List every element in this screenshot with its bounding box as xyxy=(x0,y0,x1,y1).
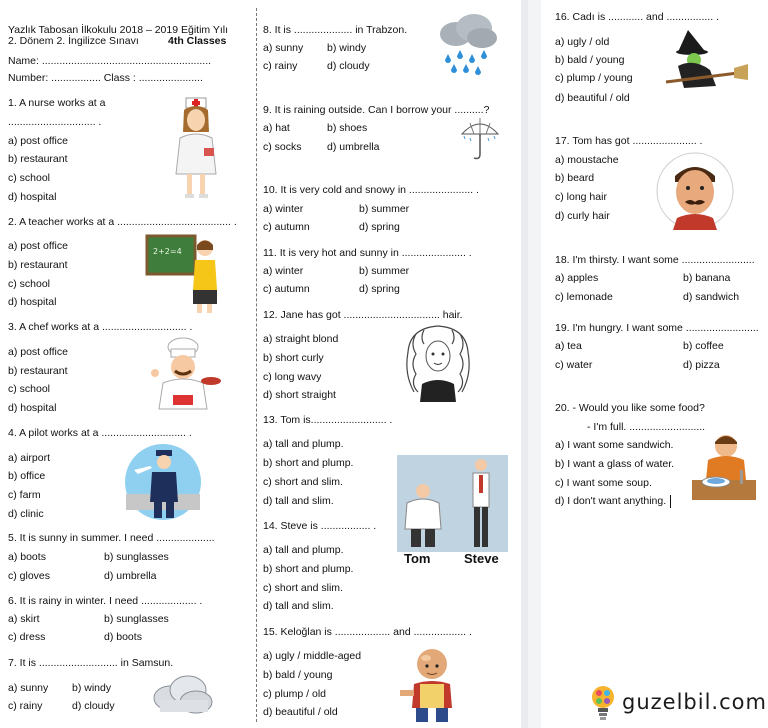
question-12-option-b[interactable]: b) short curly xyxy=(263,352,324,364)
question-11-stem: 11. It is very hot and sunny in ...................... . xyxy=(263,247,472,259)
question-14-option-d[interactable]: d) tall and slim. xyxy=(263,600,334,612)
rain-cloud-icon xyxy=(436,12,500,76)
question-5-option-c[interactable]: c) gloves xyxy=(8,570,51,582)
question-4-stem: 4. A pilot works at a ............................. . xyxy=(8,427,192,439)
eating-boy-icon xyxy=(686,430,760,504)
pilot-icon xyxy=(120,442,206,522)
question-10-option-d[interactable]: d) spring xyxy=(359,221,400,233)
keloglan-icon xyxy=(398,646,468,724)
question-8-option-d[interactable]: d) cloudy xyxy=(327,60,370,72)
question-14-option-a[interactable]: a) tall and plump. xyxy=(263,544,344,556)
question-10-option-a[interactable]: a) winter xyxy=(263,203,304,215)
question-16-option-c[interactable]: c) plump / young xyxy=(555,72,633,84)
witch-icon xyxy=(664,28,748,100)
number-line: Number: ................. Class : ...................... xyxy=(8,72,203,84)
question-4-option-d[interactable]: d) clinic xyxy=(8,508,44,520)
question-16-option-d[interactable]: d) beautiful / old xyxy=(555,92,630,104)
question-3-option-a[interactable]: a) post office xyxy=(8,346,68,358)
question-2-stem: 2. A teacher works at a ....................................... . xyxy=(8,216,237,228)
umbrella-icon xyxy=(460,114,500,162)
curly-hair-girl-icon xyxy=(398,322,478,402)
question-7-option-a[interactable]: a) sunny xyxy=(8,682,49,694)
tom-steve-figure xyxy=(397,455,508,552)
question-17-option-c[interactable]: c) long hair xyxy=(555,191,607,203)
question-3-option-b[interactable]: b) restaurant xyxy=(8,365,68,377)
question-1-option-c[interactable]: c) school xyxy=(8,172,51,184)
question-11-option-d[interactable]: d) spring xyxy=(359,283,400,295)
question-17-stem: 17. Tom has got ...................... . xyxy=(555,135,703,147)
question-6-stem: 6. It is rainy in winter. I need ................... . xyxy=(8,595,203,607)
question-10-stem: 10. It is very cold and snowy in ...................... . xyxy=(263,184,479,196)
question-8-option-b[interactable]: b) windy xyxy=(327,42,367,54)
teacher-icon xyxy=(145,232,221,314)
question-5-option-a[interactable]: a) boots xyxy=(8,551,46,563)
question-15-stem: 15. Keloğlan is ................... and .................. . xyxy=(263,626,472,638)
question-12-option-c[interactable]: c) long wavy xyxy=(263,371,322,383)
page-gutter-right xyxy=(528,0,541,728)
question-7-option-c[interactable]: c) rainy xyxy=(8,700,43,712)
name-line: Name: .......................................................... xyxy=(8,55,212,67)
question-5-option-b[interactable]: b) sunglasses xyxy=(104,551,169,563)
steve-figure-icon xyxy=(465,457,497,549)
question-20-stem: 20. - Would you like some food? xyxy=(555,402,705,414)
tom-figure-icon xyxy=(403,483,443,549)
question-16-option-b[interactable]: b) bald / young xyxy=(555,54,625,66)
question-7-option-d[interactable]: d) cloudy xyxy=(72,700,115,712)
question-14-stem: 14. Steve is ................. . xyxy=(263,520,377,532)
question-6-option-d[interactable]: d) boots xyxy=(104,631,142,643)
question-6-option-a[interactable]: a) skirt xyxy=(8,613,40,625)
question-2-option-a[interactable]: a) post office xyxy=(8,240,68,252)
question-8-stem: 8. It is .................... in Trabzon. xyxy=(263,24,408,36)
school-title: Yazlık Tabosan İlkokulu 2018 – 2019 Eğitim Yılı xyxy=(8,24,229,36)
tom-label: Tom xyxy=(404,551,431,566)
lightbulb-icon xyxy=(590,684,616,722)
question-20-option-d[interactable]: d) I don't want anything. xyxy=(555,495,667,507)
classes-label: 4th Classes xyxy=(168,35,227,47)
exam-title: 2. Dönem 2. İngilizce Sınavı xyxy=(8,35,139,47)
steve-label: Steve xyxy=(464,551,499,566)
question-18-option-b[interactable]: b) banana xyxy=(683,272,731,284)
question-18-option-d[interactable]: d) sandwich xyxy=(683,291,740,303)
question-13-option-a[interactable]: a) tall and plump. xyxy=(263,438,344,450)
question-2-option-b[interactable]: b) restaurant xyxy=(8,259,68,271)
question-1-stem: 1. A nurse works at a xyxy=(8,97,106,109)
question-1-option-b[interactable]: b) restaurant xyxy=(8,153,68,165)
question-12-option-d[interactable]: d) short straight xyxy=(263,389,336,401)
question-19-option-d[interactable]: d) pizza xyxy=(683,359,720,371)
text-cursor xyxy=(670,495,671,508)
question-10-option-c[interactable]: c) autumn xyxy=(263,221,310,233)
question-18-stem: 18. I'm thirsty. I want some ......................... xyxy=(555,254,755,266)
question-8-option-a[interactable]: a) sunny xyxy=(263,42,304,54)
question-18-option-a[interactable]: a) apples xyxy=(555,272,599,284)
question-7-stem: 7. It is ........................... in Samsun. xyxy=(8,657,174,669)
question-1-option-a[interactable]: a) post office xyxy=(8,135,68,147)
column-divider xyxy=(256,8,257,722)
question-2-option-c[interactable]: c) school xyxy=(8,278,51,290)
question-18-option-c[interactable]: c) lemonade xyxy=(555,291,613,303)
question-4-option-c[interactable]: c) farm xyxy=(8,489,41,501)
question-5-option-d[interactable]: d) umbrella xyxy=(104,570,157,582)
question-9-option-b[interactable]: b) shoes xyxy=(327,122,368,134)
question-6-option-c[interactable]: c) dress xyxy=(8,631,46,643)
svg-text:2+2=4: 2+2=4 xyxy=(153,247,182,256)
question-2-option-d[interactable]: d) hospital xyxy=(8,296,57,308)
question-11-option-b[interactable]: b) summer xyxy=(359,265,410,277)
question-16-stem: 16. Cadı is ............ and ................ . xyxy=(555,11,719,23)
question-20-reply: - I'm full. .......................... xyxy=(587,421,706,433)
question-1-blank: .............................. . xyxy=(8,116,102,128)
question-3-stem: 3. A chef works at a ............................. . xyxy=(8,321,193,333)
question-13-option-b[interactable]: b) short and plump. xyxy=(263,457,354,469)
question-10-option-b[interactable]: b) summer xyxy=(359,203,410,215)
question-17-option-b[interactable]: b) beard xyxy=(555,172,595,184)
question-9-option-d[interactable]: d) umbrella xyxy=(327,141,380,153)
question-17-option-d[interactable]: d) curly hair xyxy=(555,210,610,222)
question-19-option-b[interactable]: b) coffee xyxy=(683,340,724,352)
question-15-option-b[interactable]: b) bald / young xyxy=(263,669,333,681)
question-11-option-a[interactable]: a) winter xyxy=(263,265,304,277)
question-3-option-c[interactable]: c) school xyxy=(8,383,51,395)
question-14-option-b[interactable]: b) short and plump. xyxy=(263,563,354,575)
question-8-option-c[interactable]: c) rainy xyxy=(263,60,298,72)
logo-text: guzelbil.com xyxy=(622,690,767,714)
question-4-option-a[interactable]: a) airport xyxy=(8,452,51,464)
question-12-stem: 12. Jane has got ................................. hair. xyxy=(263,309,463,321)
question-7-option-b[interactable]: b) windy xyxy=(72,682,112,694)
question-14-option-c[interactable]: c) short and slim. xyxy=(263,582,343,594)
cloud-icon xyxy=(150,672,214,718)
question-9-option-a[interactable]: a) hat xyxy=(263,122,290,134)
question-20-option-a[interactable]: a) I want some sandwich. xyxy=(555,439,674,451)
chef-icon xyxy=(149,337,223,417)
question-19-stem: 19. I'm hungry. I want some ......................... xyxy=(555,322,759,334)
question-11-option-c[interactable]: c) autumn xyxy=(263,283,310,295)
question-3-option-d[interactable]: d) hospital xyxy=(8,402,57,414)
question-15-option-a[interactable]: a) ugly / middle-aged xyxy=(263,650,362,662)
question-13-option-c[interactable]: c) short and slim. xyxy=(263,476,343,488)
question-15-option-c[interactable]: c) plump / old xyxy=(263,688,327,700)
guzelbil-logo xyxy=(588,684,768,724)
question-20-option-c[interactable]: c) I want some soup. xyxy=(555,477,652,489)
question-13-option-d[interactable]: d) tall and slim. xyxy=(263,495,334,507)
question-17-option-a[interactable]: a) moustache xyxy=(555,154,619,166)
question-20-option-b[interactable]: b) I want a glass of water. xyxy=(555,458,675,470)
question-15-option-d[interactable]: d) beautiful / old xyxy=(263,706,338,718)
question-5-stem: 5. It is sunny in summer. I need .................... xyxy=(8,532,215,544)
question-19-option-a[interactable]: a) tea xyxy=(555,340,582,352)
question-19-option-c[interactable]: c) water xyxy=(555,359,593,371)
question-4-option-b[interactable]: b) office xyxy=(8,470,46,482)
question-13-stem: 13. Tom is.......................... . xyxy=(263,414,393,426)
question-9-stem: 9. It is raining outside. Can I borrow your ..........? xyxy=(263,104,490,116)
moustache-man-icon xyxy=(655,150,735,232)
question-1-option-d[interactable]: d) hospital xyxy=(8,191,57,203)
question-16-option-a[interactable]: a) ugly / old xyxy=(555,36,610,48)
question-6-option-b[interactable]: b) sunglasses xyxy=(104,613,169,625)
question-9-option-c[interactable]: c) socks xyxy=(263,141,302,153)
nurse-icon xyxy=(172,96,222,200)
question-12-option-a[interactable]: a) straight blond xyxy=(263,333,339,345)
